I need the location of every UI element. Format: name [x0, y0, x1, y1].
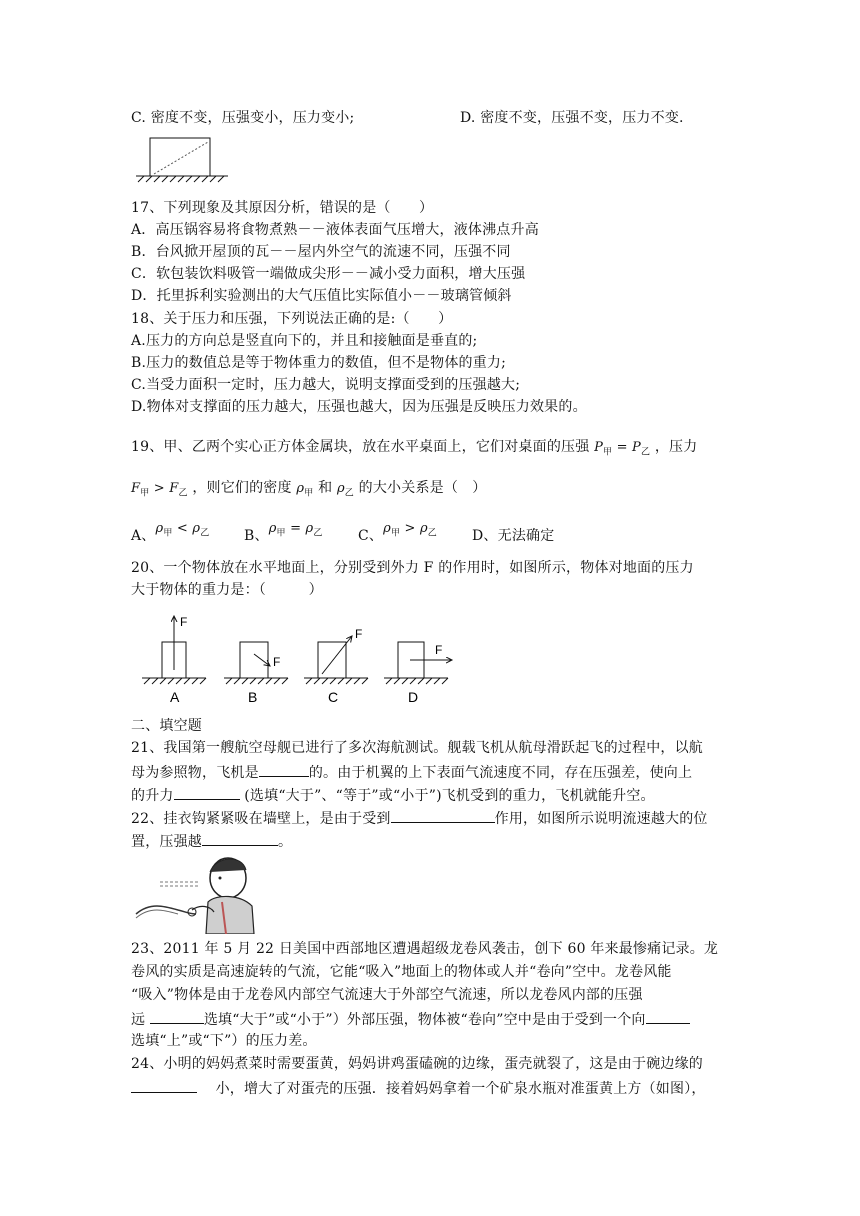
q19-option-b: B、$\rho_甲 = \rho_乙$ — [244, 521, 323, 544]
figure-d — [384, 642, 452, 705]
q22-blank1[interactable] — [391, 807, 495, 823]
q23-line5: 选填“上”或“下”）的压力差。 — [131, 1033, 317, 1049]
q23-blank1[interactable] — [150, 1008, 204, 1024]
q17-option-c: C．软包装饮料吸管一端做成尖形－－减小受力面积，增大压强 — [131, 266, 526, 282]
q16-block-figure — [132, 134, 232, 184]
force-label-a: F — [180, 615, 188, 629]
q19-option-a: A、$\rho_甲 < \rho_乙$ — [131, 521, 210, 544]
q22-line1: 22、挂衣钩紧紧吸在墙壁上，是由于受到 作用，如图所示说明流速越大的位 — [131, 807, 708, 829]
q19-line2 — [131, 478, 486, 504]
q16-option-d: D. 密度不变，压强不变，压力不变. — [460, 110, 684, 126]
rho-jia-symbol: $\rho_甲$ — [296, 481, 314, 499]
figure-a — [142, 615, 206, 705]
q17-option-b: B．台风掀开屋顶的瓦－－屋内外空气的流速不同，压强不同 — [131, 244, 511, 260]
q19-stem-force: ，压力 — [654, 439, 698, 455]
q21-line3: 的升力 (选填“大于”、“等于”或“小于”)飞机受到的重力，飞机就能升空。 — [131, 784, 655, 806]
q18-option-b: B.压力的数值总是等于物体重力的数值，但不是物体的重力; — [131, 355, 507, 371]
q23-line1: 23、2011 年 5 月 22 日美国中西部地区遭遇超级龙卷风袭击，创下 60 年来最惨痛记录。龙 — [131, 941, 719, 957]
q17-option-a: A．高压锅容易将食物煮熟－－液体表面气压增大，液体沸点升高 — [131, 222, 539, 238]
figure-label-a: A — [170, 689, 180, 705]
force-label-b: F — [273, 655, 281, 669]
q23-line2: 卷风的实质是高速旋转的气流，它能“吸入”地面上的物体或人并“卷向”空中。龙卷风能 — [131, 964, 672, 980]
q19-and-text: 和 — [318, 480, 333, 496]
force-greater-formula: $F_甲 > F_乙$ — [131, 481, 188, 499]
q20-stem-line1: 20、一个物体放在水平地面上，分别受到外力 F 的作用时，如图所示，物体对地面的压力 — [131, 560, 694, 576]
q19-option-c: C、$\rho_甲 > \rho_乙$ — [358, 521, 437, 544]
q19-line1 — [131, 437, 697, 463]
q19-option-d: D、无法确定 — [472, 528, 555, 544]
q23-blank2[interactable] — [646, 1008, 690, 1024]
q21-line2: 母为参照物，飞机是 的。由于机翼的上下表面气流速度不同，存在压强差，使向上 — [131, 761, 692, 783]
q16-option-c: C. 密度不变，压强变小，压力变小; — [131, 110, 355, 126]
figure-label-c: C — [328, 689, 339, 705]
figure-b — [224, 642, 288, 705]
q21-line1: 21、我国第一艘航空母舰已进行了多次海航测试。舰载飞机从航母滑跃起飞的过程中，以航 — [131, 740, 704, 756]
q23-line4: 远 选填“大于”或“小于”）外部压强，物体被“卷向”空中是由于受到一个向 — [131, 1008, 690, 1030]
pressure-equal-formula: $P_甲 = P_乙$ — [594, 440, 651, 458]
figure-label-d: D — [408, 689, 419, 705]
q17-option-d: D．托里拆利实验测出的大气压值比实际值小－－玻璃管倾斜 — [131, 288, 512, 304]
q22-blank2[interactable] — [202, 830, 278, 846]
figure-c — [304, 627, 368, 705]
q23-line3: “吸入”物体是由于龙卷风内部空气流速大于外部空气流速，所以龙卷风内部的压强 — [131, 987, 643, 1003]
q19-relation-text: 的大小关系是（ ） — [358, 480, 487, 496]
q24-line1: 24、小明的妈妈煮菜时需要蛋黄，妈妈讲鸡蛋磕碗的边缘，蛋壳就裂了，这是由于碗边缘的 — [131, 1056, 704, 1072]
q19-density-text: ，则它们的密度 — [192, 480, 292, 496]
rho-yi-symbol: $\rho_乙$ — [336, 481, 354, 499]
q18-option-c: C.当受力面积一定时，压力越大，说明支撑面受到的压强越大; — [131, 377, 521, 393]
q21-blank2[interactable] — [174, 784, 240, 800]
q20-force-figure — [130, 610, 470, 706]
q20-stem-line2: 大于物体的重力是：（ ） — [131, 582, 323, 598]
q21-blank1[interactable] — [259, 761, 309, 777]
q18-stem: 18、关于压力和压强，下列说法正确的是:（ ） — [131, 311, 453, 327]
q19-stem-text: 19、甲、乙两个实心正方体金属块，放在水平桌面上，它们对桌面的压强 — [131, 439, 590, 455]
q18-option-d: D.物体对支撑面的压力越大，压强也越大，因为压强是反映压力效果的。 — [131, 399, 587, 415]
q22-line2: 置，压强越 。 — [131, 830, 292, 852]
q24-blank1[interactable] — [131, 1077, 197, 1093]
q22-boy-blowing-figure — [130, 854, 260, 934]
figure-label-b: B — [248, 689, 258, 705]
force-label-c: F — [355, 627, 363, 641]
q18-option-a: A.压力的方向总是竖直向下的，并且和接触面是垂直的; — [131, 333, 478, 349]
q17-stem: 17、下列现象及其原因分析，错误的是（ ） — [131, 200, 434, 216]
force-label-d: F — [435, 643, 443, 657]
section-fill-blank-heading: 二、填空题 — [131, 718, 202, 734]
q24-line2: 小，增大了对蛋壳的压强．接着妈妈拿着一个矿泉水瓶对准蛋黄上方（如图）， — [131, 1077, 706, 1099]
